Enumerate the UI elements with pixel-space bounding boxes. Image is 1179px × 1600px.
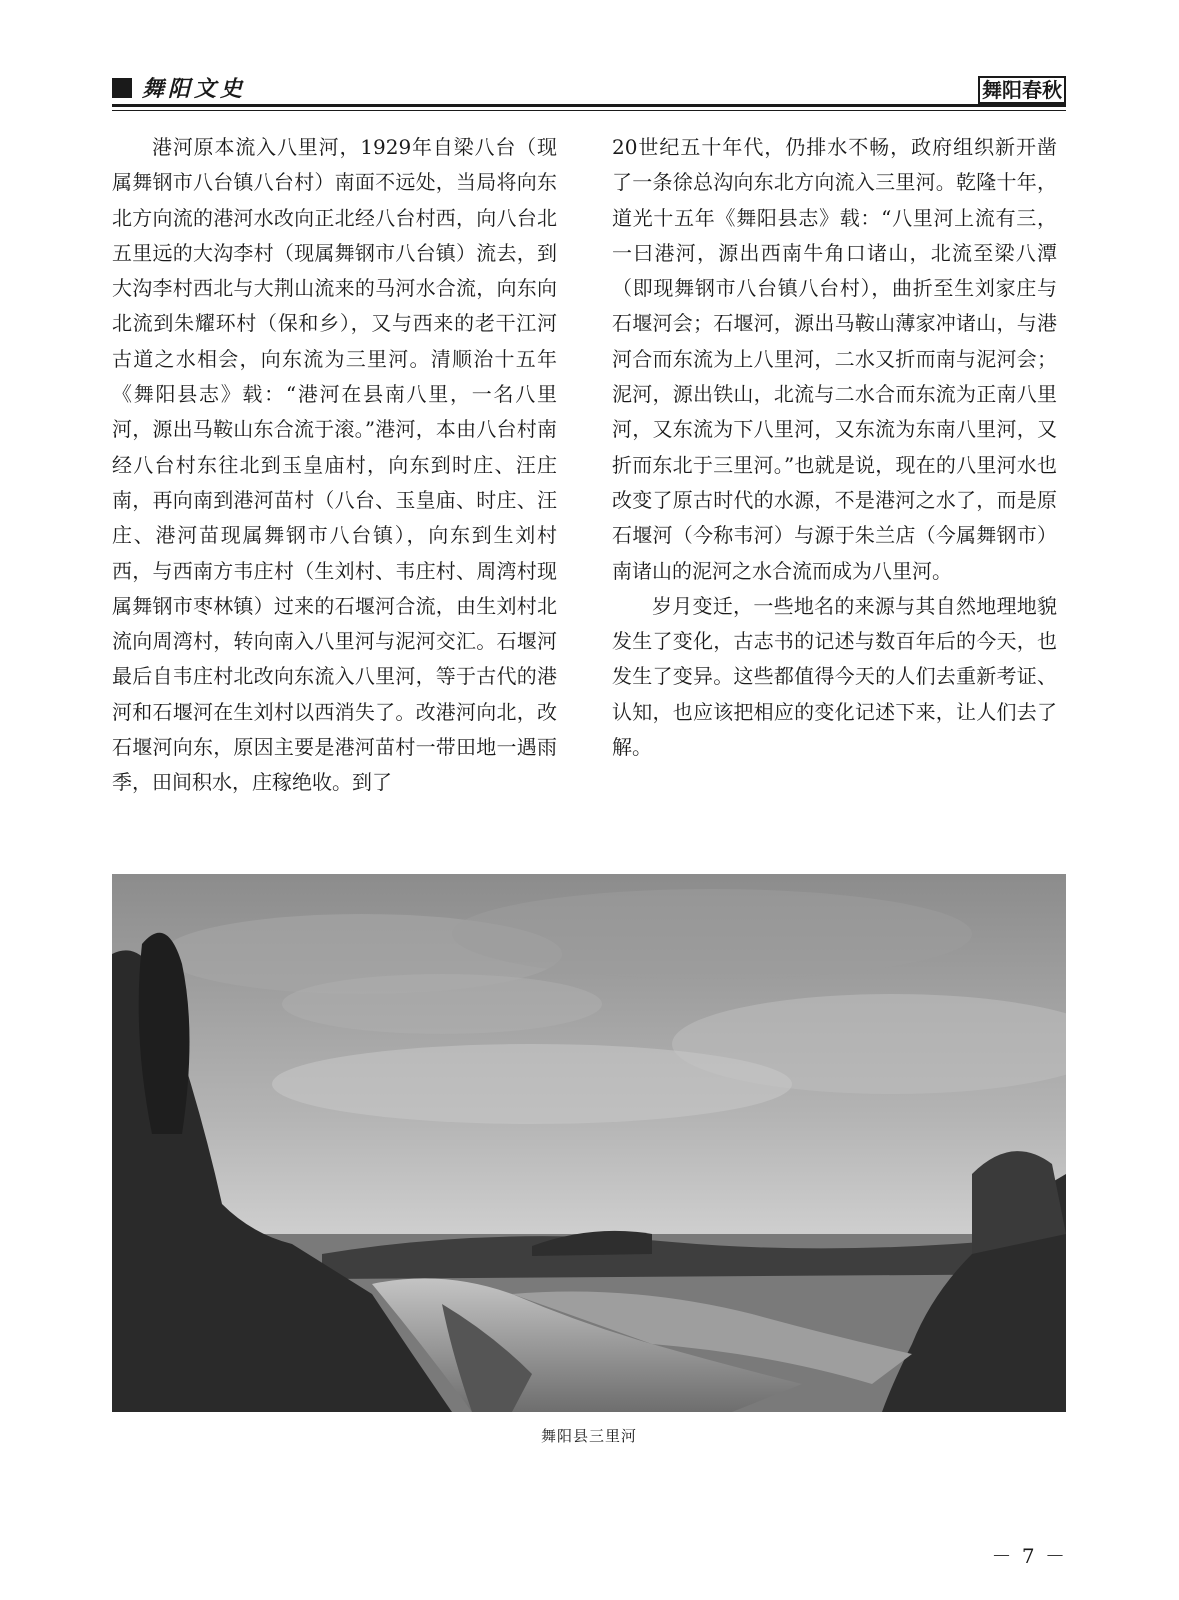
article-left-column xyxy=(112,130,557,801)
page-number: － 7 － xyxy=(991,1544,1067,1568)
article-paragraph: 岁月变迁，一些地名的来源与其自然地理地貌发生了变化，古志书的记述与数百年后的今天，也发生了变异。这些都值得今天的人们去重新考证、认知，也应该把相应的变化记述下来，让人们去了解。 xyxy=(612,593,1057,760)
article-paragraph: 港河原本流入八里河，1929年自梁八台（现属舞钢市八台镇八台村）南面不远处，当局将向东北方向流的港河水改向正北经八台村西，向八台北五里远的大沟李村（现属舞钢市八台镇）流去，到大沟李村西北与大荆山流来的马河水合流，向东向北流到朱耀环村（保和乡），又与西来的老干江河古道之水相会，向东流为三里河。清顺治十五年《舞阳县志》载：“港河在县南八里，一名八里河，源出马鞍山东合流于滚。”港河，本由八台村南经八台村东往北到玉皇庙村，向东到时庄、汪庄南，再向南到港河苗村（八台、玉皇庙、时庄、汪庄、港河苗现属舞钢市八台镇），向东到生刘村西，与西南方韦庄村（生刘村、韦庄村、周湾村现属舞钢市枣林镇）过来的石堰河合流，由生刘村北流向周湾村，转向南入八里河与泥河交汇。石堰河最后自韦庄村北改向东流入八里河，等于古代的港河和石堰河在生刘村以西消失了。改港河向北，改石堰河向东，原因主要是港河苗村一带田地一遇雨季，田间积水，庄稼绝收。到了 xyxy=(112,135,557,795)
header-rule-thin xyxy=(112,110,1066,111)
article-right-column xyxy=(612,130,1057,765)
river-photo xyxy=(112,874,1066,1412)
running-header xyxy=(112,76,1066,102)
journal-title: 舞阳春秋 xyxy=(978,76,1066,104)
photo-caption: 舞阳县三里河 xyxy=(540,1427,637,1445)
header-square-mark xyxy=(112,78,132,98)
header-rule xyxy=(112,104,1066,107)
river-photo-image xyxy=(112,874,1066,1412)
article-paragraph-continued: 20世纪五十年代，仍排水不畅，政府组织新开凿了一条徐总沟向东北方向流入三里河。乾隆十年，道光十五年《舞阳县志》载：“八里河上流有三，一曰港河，源出西南牛角口诸山，北流至梁八潭（即现舞钢市八台镇八台村），曲折至生刘家庄与石堰河会；石堰河，源出马鞍山薄家冲诸山，与港河合而东流为上八里河，二水又折而南与泥河会；泥河，源出铁山，北流与二水合而东流为正南八里河，又东流为下八里河，又东流为东南八里河，又折而东北于三里河。”也就是说，现在的八里河水也改变了原古时代的水源，不是港河之水了，而是原石堰河（今称韦河）与源于朱兰店（今属舞钢市）南诸山的泥河之水合流而成为八里河。 xyxy=(612,135,1057,583)
section-title: 舞阳文史 xyxy=(142,76,247,102)
